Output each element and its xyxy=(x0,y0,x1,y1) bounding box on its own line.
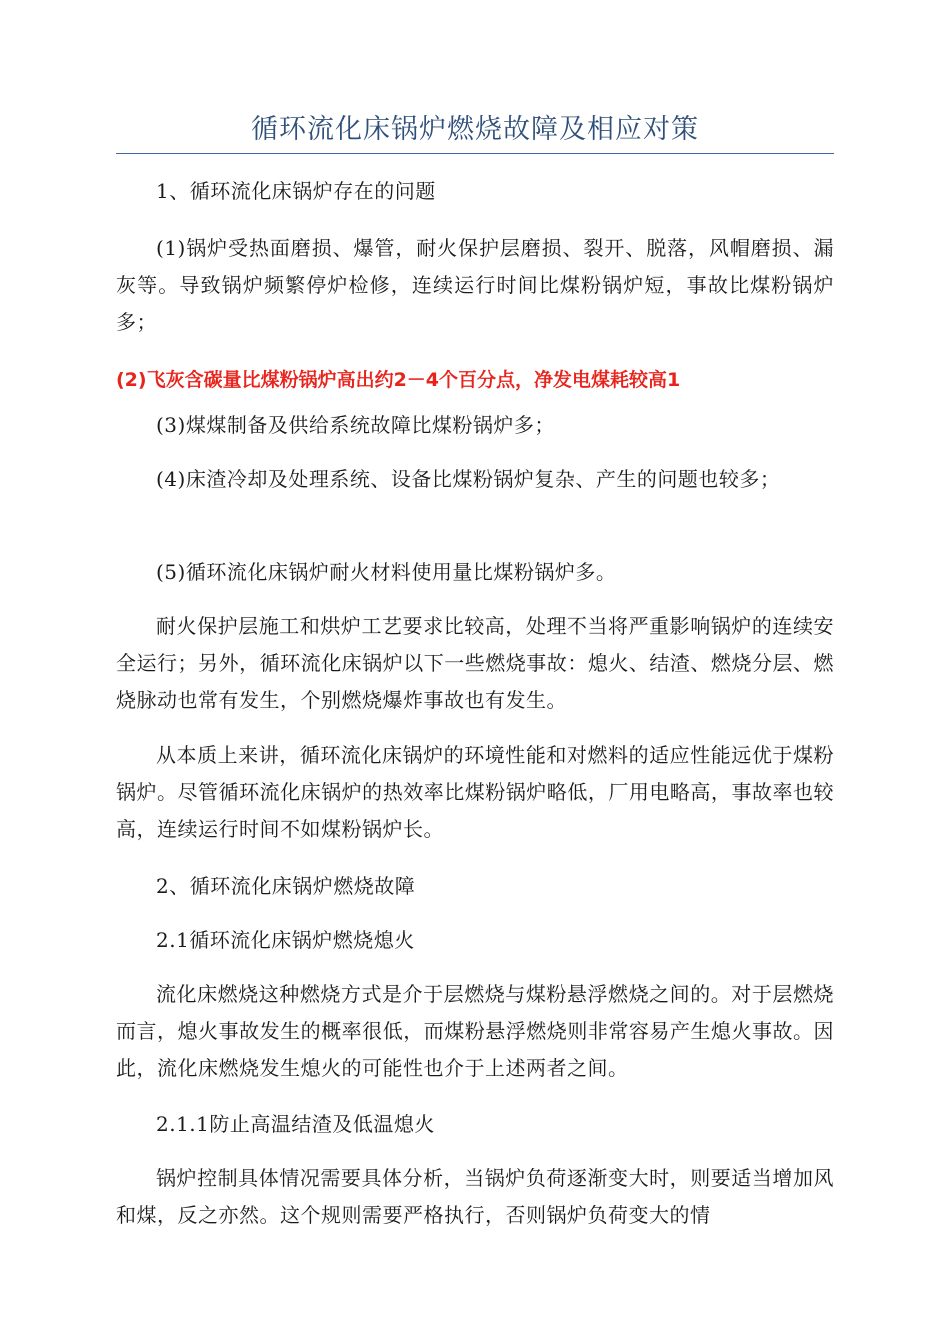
document-title: 循环流化床锅炉燃烧故障及相应对策 xyxy=(251,114,699,145)
section-heading: 2、循环流化床锅炉燃烧故障 xyxy=(156,874,416,898)
subsection-heading: 2.1.1防止高温结渣及低温熄火 xyxy=(156,1112,435,1136)
title-underline xyxy=(116,153,834,154)
paragraph: (4)床渣冷却及处理系统、设备比煤粉锅炉复杂、产生的问题也较多； xyxy=(156,467,781,491)
paragraph: 从本质上来讲，循环流化床锅炉的环境性能和对燃料的适应性能远优于煤粉锅炉。尽管循环流化床锅炉的热效率比煤粉锅炉略低，厂用电略高，事故率也较高，连续运行时间不如煤粉锅炉长。 xyxy=(116,743,834,841)
paragraph: (5)循环流化床锅炉耐火材料使用量比煤粉锅炉多。 xyxy=(156,560,617,584)
paragraph: 流化床燃烧这种燃烧方式是介于层燃烧与煤粉悬浮燃烧之间的。对于层燃烧而言，熄火事故发生的概率很低，而煤粉悬浮燃烧则非常容易产生熄火事故。因此，流化床燃烧发生熄火的可能性也介于上述两者之间。 xyxy=(116,982,834,1080)
subsection-heading: 2.1循环流化床锅炉燃烧熄火 xyxy=(156,928,415,952)
paragraph: (3)煤煤制备及供给系统故障比煤粉锅炉多； xyxy=(156,413,555,437)
paragraph: 锅炉控制具体情况需要具体分析，当锅炉负荷逐渐变大时，则要适当增加风和煤，反之亦然。这个规则需要严格执行，否则锅炉负荷变大的情 xyxy=(116,1166,834,1227)
section-heading: 1、循环流化床锅炉存在的问题 xyxy=(156,179,436,203)
highlighted-paragraph: (2)飞灰含碳量比煤粉锅炉高出约2－4个百分点，净发电煤耗较高1 xyxy=(116,369,681,391)
paragraph: (1)锅炉受热面磨损、爆管，耐火保护层磨损、裂开、脱落，风帽磨损、漏灰等。导致锅炉频繁停炉检修，连续运行时间比煤粉锅炉短，事故比煤粉锅炉多； xyxy=(116,236,834,334)
paragraph: 耐火保护层施工和烘炉工艺要求比较高，处理不当将严重影响锅炉的连续安全运行；另外，循环流化床锅炉以下一些燃烧事故：熄火、结渣、燃烧分层、燃烧脉动也常有发生，个别燃烧爆炸事故也有发生。 xyxy=(116,614,834,712)
